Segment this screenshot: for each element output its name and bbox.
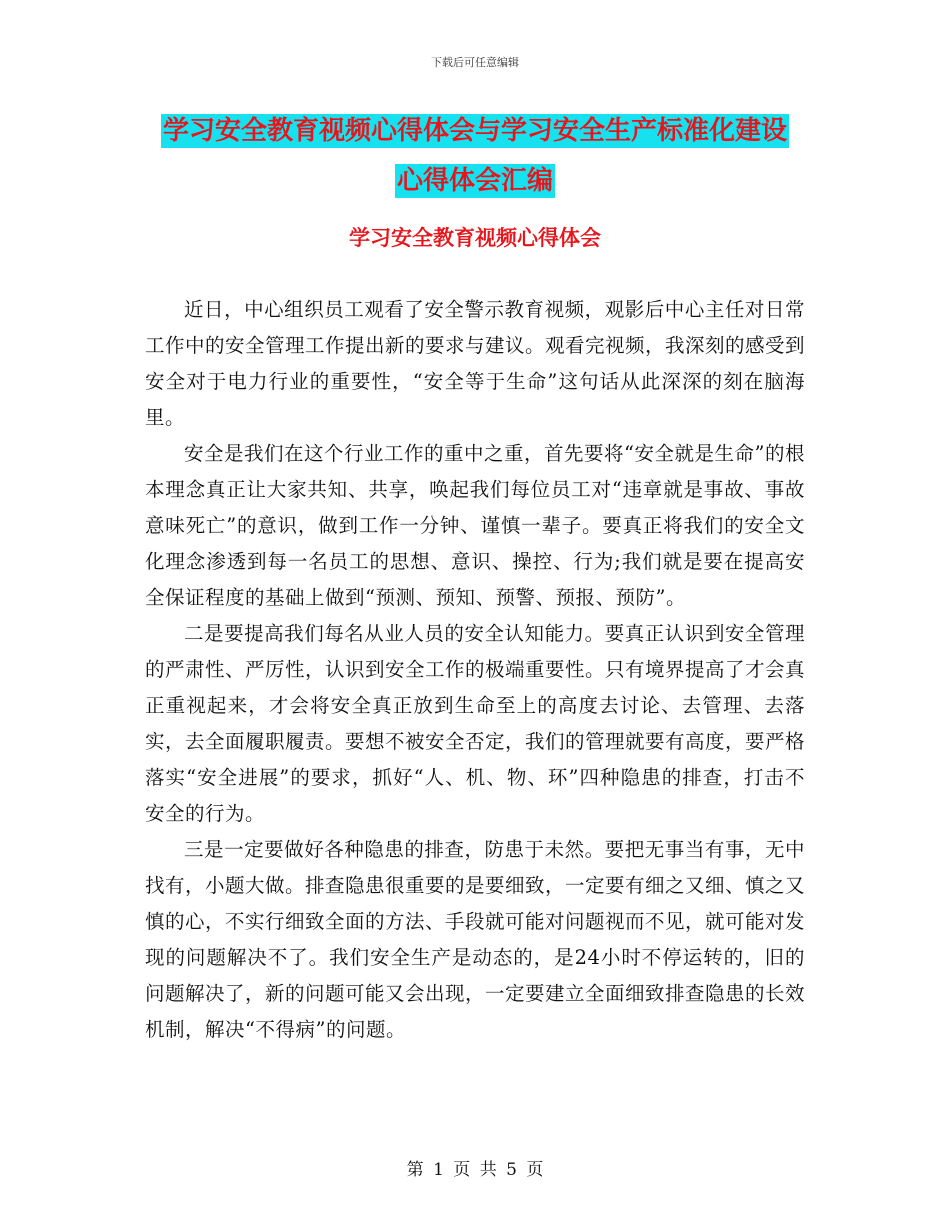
- page-footer: 第 1 页 共 5 页: [406, 1160, 544, 1180]
- paragraph-2: 安全是我们在这个行业工作的重中之重，首先要将“安全就是生命”的根本理念真正让大家共知、共享，唤起我们每位员工对“违章就是事故、事故意味死亡”的意识，做到工作一分钟、谨慎一辈子。要真正将我们的安全文化理念渗透到每一名员工的思想、意识、操控、行为;我们就是要在提高安全保证程度的基础上做到“预测、预知、预警、预报、预防”。: [145, 442, 805, 609]
- header-note: 下载后可任意编辑: [431, 56, 519, 69]
- section-title: 学习安全教育视频心得体会: [349, 226, 601, 250]
- body-text: [145, 292, 805, 1048]
- paragraph-4: 三是一定要做好各种隐患的排查，防患于未然。要把无事当有事，无中找有，小题大做。排查隐患很重要的是要细致，一定要有细之又细、慎之又慎的心，不实行细致全面的方法、手段就可能对问题视而不见，就可能对发现的问题解决不了。我们安全生产是动态的，是24小时不停运转的，旧的问题解决了，新的问题可能又会出现，一定要建立全面细致排查隐患的长效机制，解决“不得病”的问题。: [145, 838, 806, 1041]
- paragraph-1: 近日，中心组织员工观看了安全警示教育视频，观影后中心主任对日常工作中的安全管理工作提出新的要求与建议。观看完视频，我深刻的感受到安全对于电力行业的重要性，“安全等于生命”这句话从此深深的刻在脑海里。: [145, 298, 806, 429]
- document-title: [150, 106, 800, 206]
- paragraph-3: 二是要提高我们每名从业人员的安全认知能力。要真正认识到安全管理的严肃性、严厉性，认识到安全工作的极端重要性。只有境界提高了才会真正重视起来，才会将安全真正放到生命至上的高度去讨论、去管理、去落实，去全面履职履责。要想不被安全否定，我们的管理就要有高度，要严格落实“安全进展”的要求，抓好“人、机、物、环”四种隐患的排查，打击不安全的行为。: [145, 622, 806, 825]
- document-title-text: 学习安全教育视频心得体会与学习安全生产标准化建设心得体会汇编: [162, 116, 787, 196]
